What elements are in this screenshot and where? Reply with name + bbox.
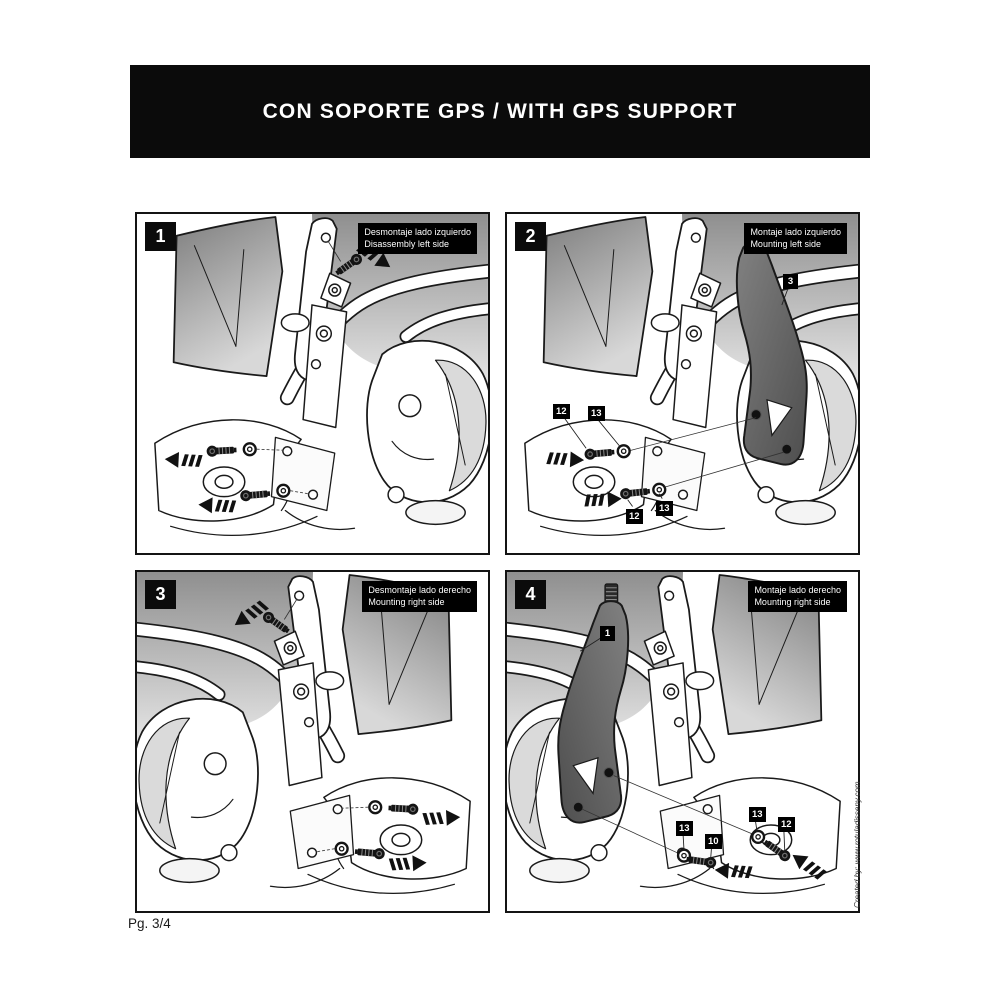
step-number-2: 2 bbox=[515, 222, 546, 251]
callout-part-3: 3 bbox=[783, 274, 798, 289]
motorcycle-front-art bbox=[507, 572, 840, 893]
label-es: Desmontaje lado izquierdo bbox=[364, 227, 471, 237]
page-title: CON SOPORTE GPS / WITH GPS SUPPORT bbox=[262, 99, 738, 123]
step-number-3: 3 bbox=[145, 580, 176, 609]
callout-part-10: 10 bbox=[705, 834, 722, 849]
panel-2-label bbox=[744, 223, 847, 254]
title-bar bbox=[130, 65, 870, 158]
page-number: Pg. 3/4 bbox=[128, 916, 171, 931]
panel-3-label bbox=[362, 581, 477, 612]
technical-drawing-mounting-left bbox=[507, 214, 858, 553]
label-es: Desmontaje lado derecho bbox=[368, 585, 471, 595]
label-en: Mounting right side bbox=[754, 597, 831, 607]
callout-part-13: 13 bbox=[676, 821, 693, 836]
callout-part-12: 12 bbox=[778, 817, 795, 832]
panel-step-2 bbox=[505, 212, 860, 555]
callout-part-12: 12 bbox=[626, 509, 643, 524]
callout-part-13: 13 bbox=[749, 807, 766, 822]
motorcycle-front-art bbox=[525, 214, 858, 535]
callout-part-12: 12 bbox=[553, 404, 570, 419]
label-en: Mounting right side bbox=[368, 597, 445, 607]
step-number-1: 1 bbox=[145, 222, 176, 251]
label-es: Montaje lado derecho bbox=[754, 585, 841, 595]
step-number-4: 4 bbox=[515, 580, 546, 609]
label-en: Mounting left side bbox=[750, 239, 821, 249]
callout-part-13: 13 bbox=[656, 501, 673, 516]
label-es: Montaje lado izquierdo bbox=[750, 227, 841, 237]
callout-part-13: 13 bbox=[588, 406, 605, 421]
panel-step-4 bbox=[505, 570, 860, 913]
motorcycle-front-art bbox=[137, 572, 470, 893]
technical-drawing-disassembly-left bbox=[137, 214, 488, 553]
label-en: Disassembly left side bbox=[364, 239, 449, 249]
callout-part-1: 1 bbox=[600, 626, 615, 641]
panel-1-label bbox=[358, 223, 477, 254]
panel-step-1 bbox=[135, 212, 490, 555]
motorcycle-front-art bbox=[155, 214, 488, 535]
credit-text: Created by: www.rotuladisseny.com bbox=[853, 781, 862, 908]
panel-4-label bbox=[748, 581, 847, 612]
technical-drawing-disassembly-right bbox=[137, 572, 488, 911]
panel-step-3 bbox=[135, 570, 490, 913]
technical-drawing-mounting-right bbox=[507, 572, 858, 911]
